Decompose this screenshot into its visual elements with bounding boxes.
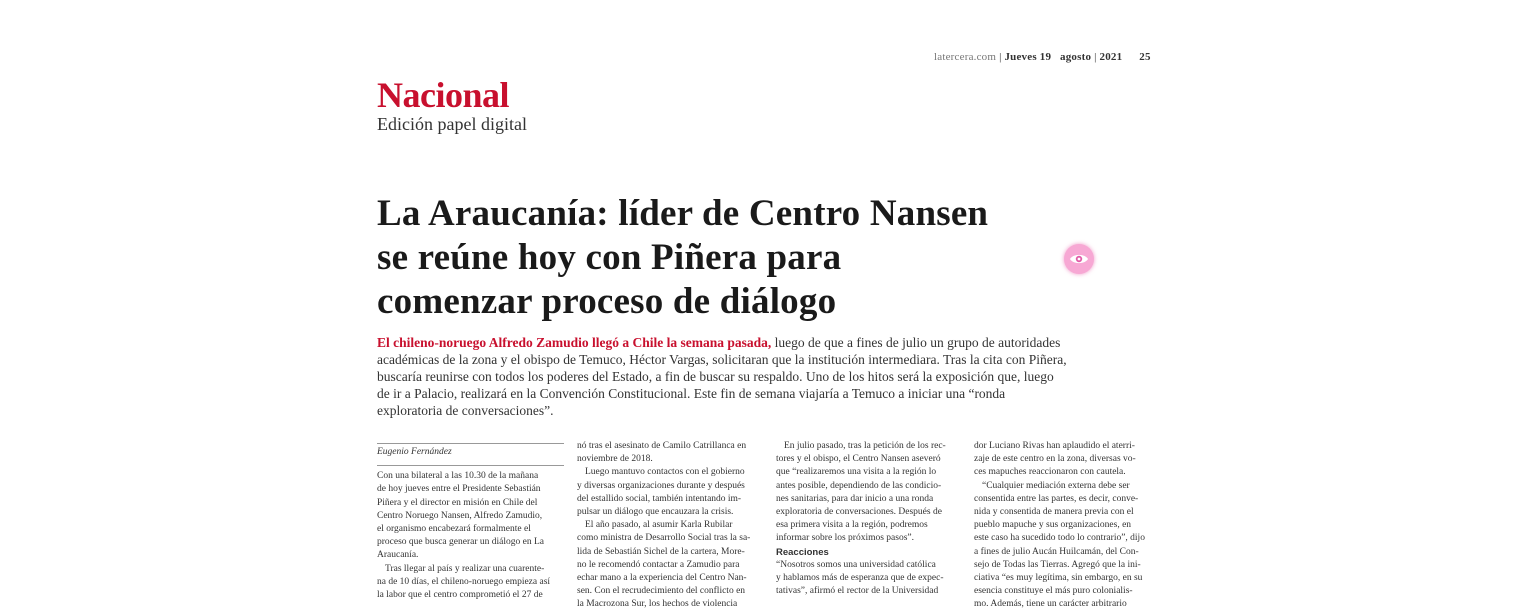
headline-line: se reúne hoy con Piñera para — [377, 237, 842, 278]
body-line: sen. Con el recrudecimiento del conflicto en — [577, 586, 746, 597]
lead-highlight: El chileno-noruego Alfredo Zamudio llegó a Chile la semana pasada, — [377, 335, 772, 350]
body-line: informar sobre los próximos pasos”. — [776, 533, 914, 544]
body-line: antes posible, dependiendo de las condicio- — [776, 480, 942, 491]
header-month: agosto — [1060, 51, 1092, 63]
lead-line — [377, 334, 1162, 351]
body-line: esencia constituye el más puro colonialis- — [974, 586, 1133, 597]
body-line: Con una bilateral a las 10.30 de la mañana — [377, 471, 539, 482]
body-line: de hoy jueves entre el Presidente Sebastián — [377, 484, 541, 495]
lead-line: de ir a Palacio, realizará en la Convención Constitucional. Este fin de semana viajaría a Temuco a iniciar una “ronda — [377, 386, 1006, 401]
body-line: esa primera visita a la región, podremos — [776, 520, 928, 531]
body-line: mo. Además, tiene un carácter arbitrario — [974, 599, 1127, 610]
body-line: la labor que el centro comprometió el 27 de — [377, 590, 543, 601]
body-line: echar mano a la experiencia del Centro Nan- — [577, 573, 747, 584]
headline-line: comenzar proceso de diálogo — [377, 281, 837, 322]
lead-line: académicas de la zona y el obispo de Temuco, Héctor Vargas, solicitaran que la institución intermediara. Tras la cita con Piñera, — [377, 352, 1067, 367]
body-line: del estallido social, también intentando im- — [577, 493, 742, 504]
byline: Eugenio Fernández — [377, 444, 564, 466]
headline-line: La Araucanía: líder de Centro Nansen — [377, 193, 989, 234]
body-line: este caso ha sucedido todo lo contrario”, dijo — [974, 533, 1145, 544]
article-column-1 — [377, 440, 564, 602]
body-line: el organismo encabezará formalmente el — [377, 524, 531, 535]
article-headline — [377, 192, 1097, 324]
body-line: exploratoria de conversaciones. Después de — [776, 507, 942, 518]
lead-text: luego de que a fines de julio un grupo de autoridades — [771, 335, 1061, 350]
article-lead — [377, 334, 1162, 419]
body-line: nes sanitarias, para dar inicio a una ronda — [776, 493, 934, 504]
body-line: zaje de este centro en la zona, diversas vo- — [974, 454, 1136, 465]
lead-line: buscaría reunirse con todos los poderes del Estado, a fin de buscar su respaldo. Uno de los hitos será la exposición que, luego — [377, 369, 1054, 384]
subheading: Reacciones — [776, 546, 829, 558]
body-line: proceso que busca generar un diálogo en La — [377, 537, 544, 548]
article-column-2 — [577, 440, 764, 612]
header-separator: | — [1094, 51, 1097, 63]
body-line: tores y el obispo, el Centro Nansen aseveró — [776, 454, 941, 465]
body-line: ciativa “es muy legítima, sin embargo, en su — [974, 573, 1143, 584]
section-subtitle: Edición papel digital — [377, 114, 527, 134]
body-line: El año pasado, al asumir Karla Rubilar — [585, 520, 733, 531]
body-line: la Macrozona Sur, los hechos de violencia — [577, 599, 738, 610]
body-line: nó tras el asesinato de Camilo Catrillanca en — [577, 441, 747, 451]
page-number: 25 — [1139, 51, 1151, 63]
header-day: Jueves 19 — [1004, 51, 1052, 63]
body-line: En julio pasado, tras la petición de los rec- — [784, 441, 946, 451]
body-line: dor Luciano Rivas han aplaudido el aterri- — [974, 441, 1135, 451]
body-line: pueblo mapuche y sus organizaciones, en — [974, 520, 1132, 531]
body-line: Araucanía. — [377, 550, 419, 561]
body-line: Piñera y el director en misión en Chile del — [377, 497, 538, 508]
body-line: ces mapuches reaccionaron con cautela. — [974, 467, 1126, 478]
body-line: “Cualquier mediación externa debe ser — [982, 480, 1130, 491]
body-line: como ministra de Desarrollo Social tras la sa- — [577, 533, 751, 544]
section-title: Nacional — [377, 75, 510, 115]
body-line: y hablamos más de esperanza que de expec- — [776, 573, 944, 584]
body-line: no le recomendó contactar a Zamudio para — [577, 559, 740, 570]
body-line: pulsar un diálogo que encauzara la crisis. — [577, 507, 734, 518]
header-year: 2021 — [1099, 51, 1123, 63]
body-line: “Nosotros somos una universidad católica — [776, 559, 936, 570]
body-line: noviembre de 2018. — [577, 454, 653, 465]
lead-line: exploratoria de conversaciones”. — [377, 403, 554, 418]
body-line: Luego mantuvo contactos con el gobierno — [585, 467, 745, 478]
body-line: lida de Sebastián Sichel de la cartera, More- — [577, 546, 745, 557]
page-header — [934, 51, 1151, 63]
body-line: na de 10 días, el chileno-noruego empieza así — [377, 576, 551, 587]
article-column-4 — [974, 440, 1161, 612]
eye-button[interactable] — [1064, 244, 1094, 274]
body-line: nida y consentida de manera previa con el — [974, 507, 1134, 518]
body-line: Tras llegar al país y realizar una cuarente- — [385, 563, 545, 574]
header-separator: | — [999, 51, 1002, 63]
body-line: a fines de julio Aucán Huilcamán, del Con- — [974, 546, 1139, 557]
article-column-3 — [776, 440, 963, 598]
site-name: latercera.com — [934, 51, 997, 63]
body-line: tativas”, afirmó el rector de la Universidad — [776, 586, 939, 597]
body-line: que “realizaremos una visita a la región lo — [776, 467, 937, 478]
body-line: consentida entre las partes, es decir, conve- — [974, 493, 1139, 504]
body-line: sejo de Todas las Tierras. Agregó que la ini- — [974, 559, 1141, 570]
body-line: y diversas organizaciones durante y después — [577, 480, 745, 491]
body-line: Centro Noruego Nansen, Alfredo Zamudio, — [377, 510, 543, 521]
